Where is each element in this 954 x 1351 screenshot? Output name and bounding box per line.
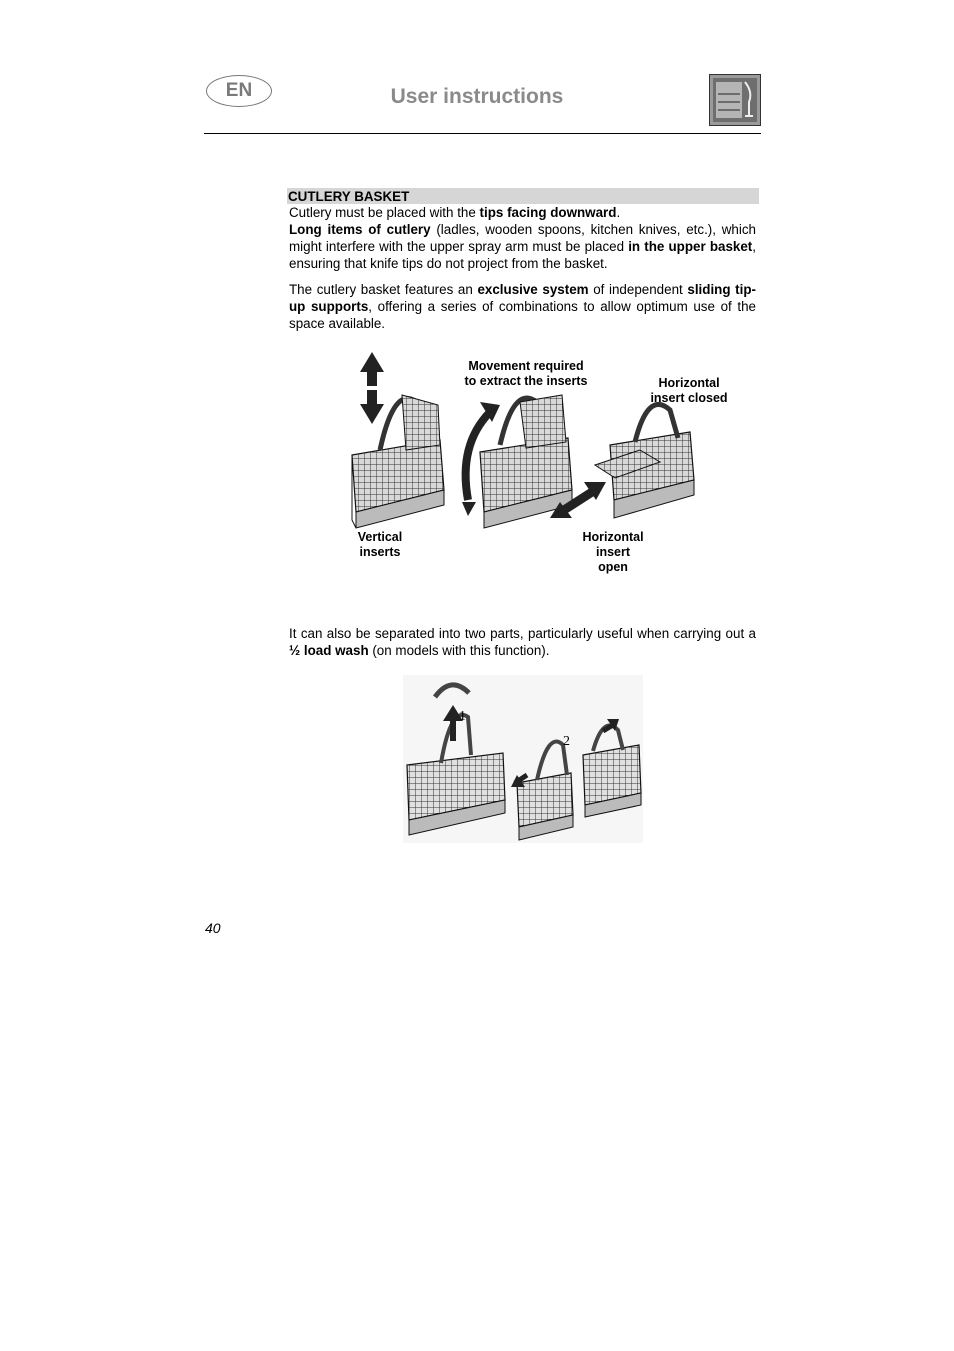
paragraph-separation [289,625,756,659]
header-rule [204,133,761,134]
text-bold: Long items of cutlery [289,222,431,237]
dishwasher-logo-icon [709,74,761,126]
text: , ensuring that knife tips do not project from the basket. [289,239,756,271]
label-movement [452,359,600,389]
text: (ladles, wooden spoons, kitchen knives, etc.), which might interfere with the upper spray arm must be placed [289,222,756,254]
up-down-arrow-icon [360,352,384,424]
basket-configurations-figure [340,350,730,582]
section-title: CUTLERY BASKET [287,188,759,204]
page-title: User instructions [390,85,564,108]
language-badge: EN [206,75,272,107]
text: , offering a series of combinations to allow optimum use of the space available. [289,299,756,331]
basket-vertical [352,395,444,528]
label-line: open [598,560,628,574]
basket-separation-figure [403,675,643,843]
label-vertical-inserts [345,530,415,560]
page-number: 40 [205,920,221,936]
text-bold: ½ load wash [289,643,369,658]
label-line: insert closed [650,391,728,405]
text: (on models with this function). [368,643,550,658]
label-line: to extract the inserts [464,374,588,388]
text-bold: exclusive system [477,282,589,297]
text: It can also be separated into two parts, particularly useful when carrying out a [289,626,756,641]
cutlery-basket-section [289,188,756,332]
paragraph-placement [289,204,756,221]
label-line: Horizontal [658,376,720,390]
label-line: Vertical [357,530,403,544]
label-horizontal-open [575,530,651,575]
paragraph-system [289,281,756,332]
text-bold: tips facing downward [479,205,617,220]
label-line: Horizontal [582,530,644,544]
text-bold: in the upper basket [628,239,753,254]
text: The cutlery basket features an [289,282,478,297]
separation-illustration [403,675,643,843]
text-bold: sliding tip-up supports [289,282,756,314]
label-horizontal-closed [640,376,738,406]
label-line: inserts [359,545,401,559]
paragraph-long-items [289,221,756,272]
step-1-label: 1 [459,709,466,724]
text: of independent [588,282,688,297]
text: . [616,205,621,220]
step-2-label: 2 [563,734,570,749]
basket-horizontal [595,404,694,518]
text: Cutlery must be placed with the [289,205,480,220]
label-line: Movement required [468,359,584,373]
label-line: insert [595,545,631,559]
